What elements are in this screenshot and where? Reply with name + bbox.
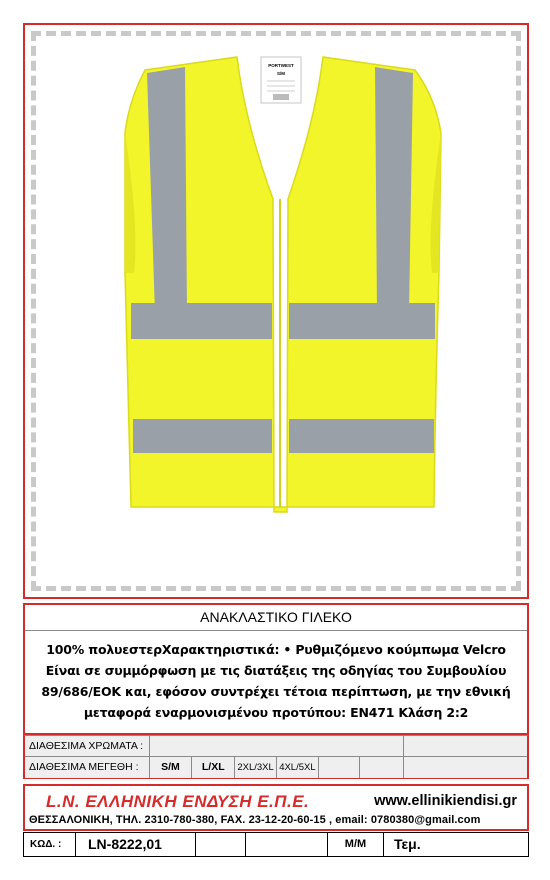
lower-band-left [133,419,272,453]
product-title: ΑΝΑΚΛΑΣΤΙΚΟ ΓΙΛΕΚΟ [25,605,527,631]
available-colors-row [25,736,527,757]
vest-illustration [37,37,519,589]
upper-band-right [289,303,435,339]
description-box [23,603,529,735]
lower-band-right [289,419,434,453]
attributes-table [23,735,529,779]
size-cell: S/M [150,757,193,778]
company-website[interactable]: www.ellinikiendisi.gr [374,793,517,809]
code-label: ΚΩΔ. : [24,833,76,856]
product-image-frame [23,23,529,599]
upper-band-left [131,303,272,339]
tag-brand: PORTWEST [268,63,294,68]
size-cell: 4XL/5XL [277,757,319,778]
available-sizes-row [25,757,527,778]
company-name: L.N. ΕΛΛΗΝΙΚΗ ΕΝΔΥΣΗ Ε.Π.Ε. [46,792,310,811]
unit-value: Τεμ. [394,836,421,852]
unit-label: Μ/Μ [328,833,384,856]
product-description: 100% πολυεστερΧαρακτηριστικά: • Ρυθμιζόμενο κούμπωμα Velcro Είναι σε συμμόρφωση με τις διατάξεις της οδηγίας του Συμβουλίου 89/686/ΕΟΚ και, εφόσον συντρέχει τέτοια περίπτωση, με την εθνική μεταφορά εναρμονισμένου προτύπου: EN471 Κλάση 2:2 [41,642,511,720]
company-contact: ΘΕΣΣΑΛΟΝΙΚΗ, ΤΗΛ. 2310-780-380, FAX. 23-12-20-60-15 , email: 0780380@gmail.com [29,814,481,826]
tag-size: S/M [276,71,286,76]
colors-label: ΔΙΑΘΕΣΙΜΑ ΧΡΩΜΑΤΑ : [25,736,150,756]
size-cell: 2XL/3XL [235,757,277,778]
right-shoulder-strap [375,67,413,313]
code-value: LN-8222,01 [76,833,196,856]
company-info [23,784,529,831]
sizes-label: ΔΙΑΘΕΣΙΜΑ ΜΕΓΕΘΗ : [25,757,150,778]
product-image [37,37,515,585]
size-cell: L/XL [192,757,235,778]
product-code-row [23,832,529,857]
